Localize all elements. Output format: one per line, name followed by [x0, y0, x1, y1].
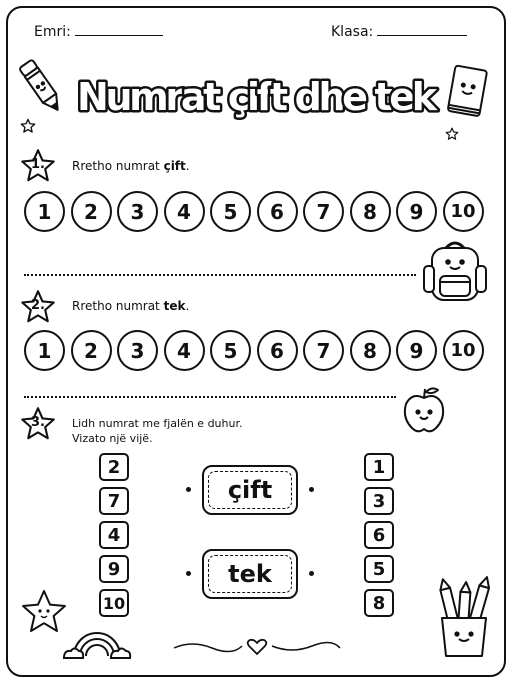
word-odd-frame[interactable]: [202, 549, 298, 599]
divider: [24, 274, 416, 276]
number-circle[interactable]: 10: [443, 330, 484, 371]
number-circle[interactable]: 9: [396, 191, 437, 232]
number-circle[interactable]: 4: [164, 330, 205, 371]
word-even: çift: [208, 471, 292, 509]
connector-dot[interactable]: [186, 571, 191, 576]
number-circle[interactable]: 6: [257, 330, 298, 371]
backpack-icon: [420, 236, 490, 308]
match-number-box[interactable]: 8: [364, 589, 394, 617]
match-number-box[interactable]: 7: [99, 487, 129, 515]
book-icon: [443, 62, 493, 124]
number-circle[interactable]: 7: [303, 191, 344, 232]
class-blank[interactable]: [377, 22, 467, 36]
number-circle[interactable]: 4: [164, 191, 205, 232]
name-field: [34, 22, 163, 40]
number-circle[interactable]: 3: [117, 191, 158, 232]
match-number-box[interactable]: 5: [364, 555, 394, 583]
number-circle[interactable]: 5: [210, 330, 251, 371]
question-number-1: [20, 148, 56, 184]
match-number-box[interactable]: 1: [364, 453, 394, 481]
connector-dot[interactable]: [309, 571, 314, 576]
number-circle[interactable]: 10: [443, 191, 484, 232]
question-number-label: 1.: [31, 157, 45, 172]
match-number-box[interactable]: 2: [99, 453, 129, 481]
class-field: [331, 22, 467, 40]
heart-icon: [248, 640, 267, 654]
class-label: Klasa:: [331, 24, 374, 40]
pencil-icon: [18, 55, 64, 117]
question-number-label: 2.: [31, 298, 45, 313]
number-circle[interactable]: 1: [24, 330, 65, 371]
instruction-3: Lidh numrat me fjalën e duhur. Vizato një vijë.: [72, 417, 243, 445]
question-number-label: 3.: [31, 415, 45, 430]
word-odd: tek: [208, 555, 292, 593]
connector-dot[interactable]: [186, 487, 191, 492]
title-text: Numrat çift dhe tek: [77, 75, 437, 119]
match-number-box[interactable]: 10: [99, 589, 129, 617]
word-even-frame[interactable]: [202, 465, 298, 515]
heart-divider: [172, 636, 342, 658]
star-icon: [20, 118, 36, 138]
number-circle[interactable]: 8: [350, 191, 391, 232]
instruction-2: Rretho numrat tek.: [72, 299, 190, 313]
number-circle[interactable]: 7: [303, 330, 344, 371]
number-circle[interactable]: 6: [257, 191, 298, 232]
number-circle[interactable]: 3: [117, 330, 158, 371]
number-circle[interactable]: 5: [210, 191, 251, 232]
number-circle[interactable]: 1: [24, 191, 65, 232]
star-icon: [20, 588, 68, 636]
match-number-box[interactable]: 3: [364, 487, 394, 515]
pencil-cup-icon: [436, 572, 492, 658]
number-row-1: [24, 191, 484, 232]
instruction-1: Rretho numrat çift.: [72, 159, 190, 173]
name-label: Emri:: [34, 24, 71, 40]
match-number-box[interactable]: 6: [364, 521, 394, 549]
number-circle[interactable]: 9: [396, 330, 437, 371]
number-row-2: [24, 330, 484, 371]
number-circle[interactable]: 2: [71, 191, 112, 232]
number-circle[interactable]: 8: [350, 330, 391, 371]
match-number-box[interactable]: 9: [99, 555, 129, 583]
name-blank[interactable]: [75, 22, 163, 36]
number-circle[interactable]: 2: [71, 330, 112, 371]
page-title: [72, 62, 442, 132]
divider: [24, 396, 396, 398]
apple-icon: [400, 384, 448, 434]
question-number-2: [20, 289, 56, 325]
connector-dot[interactable]: [309, 487, 314, 492]
rainbow-icon: [62, 624, 132, 660]
question-number-3: [20, 406, 56, 442]
star-icon: [445, 126, 459, 145]
match-number-box[interactable]: 4: [99, 521, 129, 549]
